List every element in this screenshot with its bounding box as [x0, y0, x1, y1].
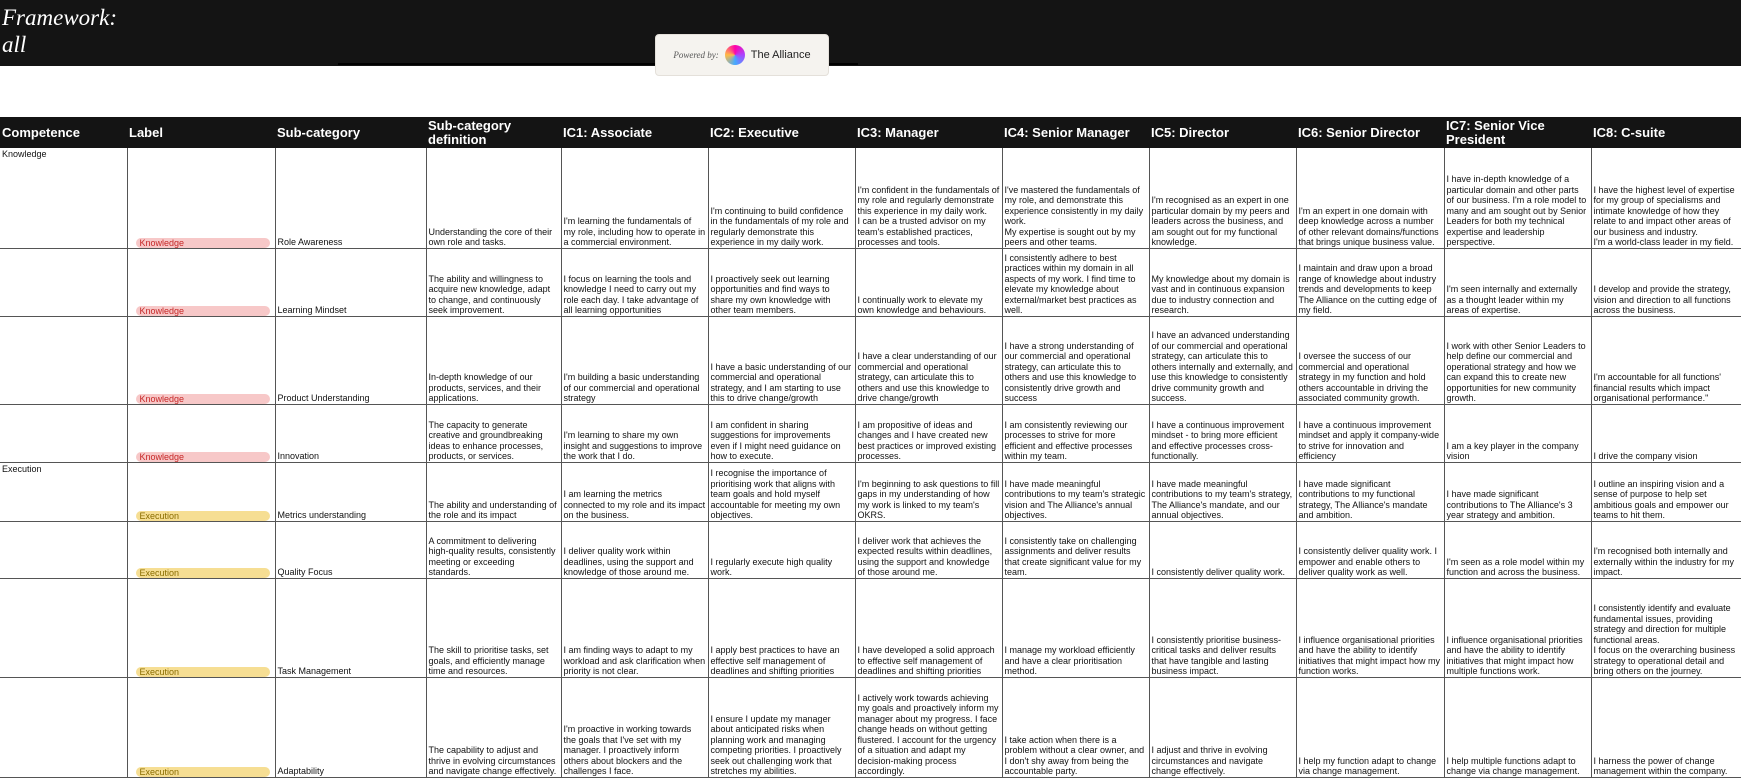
level-cell: I deliver work that achieves the expected results within deadlines, using the support and knowledge of those around me.: [855, 521, 1002, 578]
sub-category-cell: Adaptability: [275, 677, 426, 777]
level-cell: I have an advanced understanding of our commercial and operational strategy, can articulate this to others internally and externally, and use this knowledge to consistently drive community growth and success.: [1149, 316, 1296, 404]
column-header[interactable]: Label: [127, 117, 275, 148]
level-cell: I'm seen internally and externally as a thought leader within my areas of expertise.: [1444, 248, 1591, 316]
header-banner: [0, 0, 1741, 66]
column-header[interactable]: IC7: Senior Vice President: [1444, 117, 1591, 148]
sub-category-cell: Metrics understanding: [275, 462, 426, 521]
level-cell: I'm an expert in one domain with deep knowledge across a number of other relevant domains/functions that brings unique business value.: [1296, 148, 1444, 248]
level-cell: I am confident in sharing suggestions for improvements even if I might need guidance on how to execute.: [708, 404, 855, 462]
level-cell: I recognise the importance of prioritising work that aligns with team goals and hold myself accountable for meeting my own objectives.: [708, 462, 855, 521]
page-title: Framework: all: [2, 5, 117, 57]
column-header[interactable]: IC2: Executive: [708, 117, 855, 148]
alliance-logo-icon: [725, 45, 745, 65]
column-header[interactable]: IC5: Director: [1149, 117, 1296, 148]
level-cell: I'm seen as a role model within my function and across the business.: [1444, 521, 1591, 578]
label-tag[interactable]: Execution: [136, 568, 270, 578]
level-cell: I have a strong understanding of our commercial and operational strategy, can articulate this to others and use this knowledge to consistently drive growth and success: [1002, 316, 1149, 404]
level-cell: I am consistently reviewing our processes to strive for more efficient and effective processes within my team.: [1002, 404, 1149, 462]
label-tag[interactable]: Knowledge: [136, 394, 270, 404]
level-cell: I adjust and thrive in evolving circumstances and navigate change effectively.: [1149, 677, 1296, 777]
definition-cell: The ability and willingness to acquire new knowledge, adapt to change, and continuously seek improvement.: [426, 248, 561, 316]
level-cell: I have a basic understanding of our commercial and operational strategy, and I am starting to use this to drive change/growth: [708, 316, 855, 404]
competence-cell: Execution: [0, 462, 127, 521]
sub-category-cell: Task Management: [275, 578, 426, 677]
level-cell: I ensure I update my manager about anticipated risks when planning work and managing competing priorities. I proactively seek out challenging work that stretches my abilities.: [708, 677, 855, 777]
column-header[interactable]: Sub-category definition: [426, 117, 561, 148]
level-cell: I'm recognised as an expert in one particular domain by my peers and leaders across the business, and am sought out for my functional knowledge.: [1149, 148, 1296, 248]
level-cell: I manage my workload efficiently and have a clear prioritisation method.: [1002, 578, 1149, 677]
competence-cell: [0, 248, 127, 316]
level-cell: I continually work to elevate my own knowledge and behaviours.: [855, 248, 1002, 316]
level-cell: I help multiple functions adapt to change via change management.: [1444, 677, 1591, 777]
sub-category-cell: Role Awareness: [275, 148, 426, 248]
sub-category-cell: Innovation: [275, 404, 426, 462]
level-cell: I help my function adapt to change via change management.: [1296, 677, 1444, 777]
sub-category-cell: Learning Mindset: [275, 248, 426, 316]
level-cell: I've mastered the fundamentals of my role, and demonstrate this experience consistently in my daily work. My expertise is sought out by my peers and other teams.: [1002, 148, 1149, 248]
level-cell: I influence organisational priorities and have the ability to identify initiatives that might impact how my function works.: [1296, 578, 1444, 677]
definition-cell: The capability to adjust and thrive in evolving circumstances and navigate change effectively.: [426, 677, 561, 777]
competency-table: [0, 117, 1741, 778]
level-cell: I consistently prioritise business-critical tasks and deliver results that have tangible and lasting business impact.: [1149, 578, 1296, 677]
level-cell: I proactively seek out learning opportunities and find ways to share my own knowledge with other team members.: [708, 248, 855, 316]
level-cell: I have in-depth knowledge of a particular domain and other parts of our business. I'm a role model to many and am sought out by Senior Leaders for both my technical expertise and leadership perspective.: [1444, 148, 1591, 248]
level-cell: I apply best practices to have an effective self management of deadlines and shifting priorities: [708, 578, 855, 677]
definition-cell: The ability and understanding of the role and its impact: [426, 462, 561, 521]
level-cell: I have the highest level of expertise for my group of specialisms and intimate knowledge of how they relate to and impact other areas of our business and industry. I'm a world-class leader in my field.: [1591, 148, 1741, 248]
table-row: [0, 404, 1741, 462]
column-header[interactable]: IC3: Manager: [855, 117, 1002, 148]
level-cell: I am a key player in the company vision: [1444, 404, 1591, 462]
level-cell: I'm proactive in working towards the goals that I've set with my manager. I proactively inform others about blockers and the challenges I face.: [561, 677, 708, 777]
level-cell: I consistently deliver quality work. I empower and enable others to deliver quality work as well.: [1296, 521, 1444, 578]
table-header-row: [0, 117, 1741, 148]
sub-category-cell: Product Understanding: [275, 316, 426, 404]
level-cell: I focus on learning the tools and knowledge I need to carry out my role each day. I take advantage of all learning opportunities: [561, 248, 708, 316]
table-row: [0, 248, 1741, 316]
level-cell: I consistently deliver quality work.: [1149, 521, 1296, 578]
level-cell: My knowledge about my domain is vast and in continuous expansion due to industry connection and research.: [1149, 248, 1296, 316]
definition-cell: In-depth knowledge of our products, services, and their applications.: [426, 316, 561, 404]
level-cell: I regularly execute high quality work.: [708, 521, 855, 578]
label-cell: [127, 404, 275, 462]
level-cell: I'm learning the fundamentals of my role, including how to operate in a commercial environment.: [561, 148, 708, 248]
level-cell: I outline an inspiring vision and a sense of purpose to help set ambitious goals and empower our teams to hit them.: [1591, 462, 1741, 521]
table-row: [0, 148, 1741, 248]
level-cell: I'm accountable for all functions' financial results which impact organisational performance.": [1591, 316, 1741, 404]
label-cell: [127, 521, 275, 578]
sub-category-cell: Quality Focus: [275, 521, 426, 578]
level-cell: I work with other Senior Leaders to help define our commercial and operational strategy and how we can expand this to create new opportunities for new community growth.: [1444, 316, 1591, 404]
table-row: [0, 462, 1741, 521]
level-cell: I am propositive of ideas and changes and I have created new best practices or improved existing processes.: [855, 404, 1002, 462]
competence-cell: [0, 404, 127, 462]
level-cell: I have a continuous improvement mindset and apply it company-wide to strive for innovation and efficiency: [1296, 404, 1444, 462]
level-cell: I have developed a solid approach to effective self management of deadlines and shifting priorities: [855, 578, 1002, 677]
level-cell: I'm learning to share my own insight and suggestions to improve the work that I do.: [561, 404, 708, 462]
label-tag[interactable]: Knowledge: [136, 452, 270, 462]
level-cell: I consistently adhere to best practices within my domain in all aspects of my work. I find time to elevate my knowledge about external/market best practices as well.: [1002, 248, 1149, 316]
level-cell: I consistently identify and evaluate fundamental issues, providing strategy and direction for multiple functional areas. I focus on the overarching business strategy to operational detail and bring others on the journey.: [1591, 578, 1741, 677]
definition-cell: A commitment to delivering high-quality results, consistently meeting or exceeding standards.: [426, 521, 561, 578]
level-cell: I influence organisational priorities and have the ability to identify initiatives that might impact how multiple functions work.: [1444, 578, 1591, 677]
powered-by-brand: The Alliance: [750, 49, 811, 61]
level-cell: I have a continuous improvement mindset - to bring more efficient and effective processes cross-functionally.: [1149, 404, 1296, 462]
level-cell: I have made significant contributions to The Alliance's 3 year strategy and ambition.: [1444, 462, 1591, 521]
level-cell: I take action when there is a problem without a clear owner, and I don't shy away from being the accountable party.: [1002, 677, 1149, 777]
label-tag[interactable]: Knowledge: [136, 306, 270, 316]
definition-cell: The capacity to generate creative and groundbreaking ideas to enhance processes, products, or services.: [426, 404, 561, 462]
column-header[interactable]: Competence: [0, 117, 127, 148]
competence-cell: [0, 677, 127, 777]
label-tag[interactable]: Knowledge: [136, 238, 270, 248]
level-cell: I have made significant contributions to my functional strategy, The Alliance's mandate and ambition.: [1296, 462, 1444, 521]
level-cell: I am finding ways to adapt to my workload and ask clarification when priority is not clear.: [561, 578, 708, 677]
level-cell: I'm confident in the fundamentals of my role and regularly demonstrate this experience in my daily work. I can be a trusted advisor on my team's established practices, processes and tools.: [855, 148, 1002, 248]
column-header[interactable]: IC4: Senior Manager: [1002, 117, 1149, 148]
competence-cell: [0, 578, 127, 677]
competence-cell: [0, 521, 127, 578]
table-row: [0, 677, 1741, 777]
label-cell: [127, 316, 275, 404]
definition-cell: Understanding the core of their own role and tasks.: [426, 148, 561, 248]
label-cell: [127, 148, 275, 248]
label-cell: [127, 677, 275, 777]
competence-cell: [0, 316, 127, 404]
label-cell: [127, 462, 275, 521]
table-row: [0, 521, 1741, 578]
level-cell: I'm beginning to ask questions to fill gaps in my understanding of how my work is linked to my team's OKRS.: [855, 462, 1002, 521]
level-cell: I harness the power of change management within the company.: [1591, 677, 1741, 777]
label-tag[interactable]: Execution: [136, 667, 270, 677]
level-cell: I am learning the metrics connected to my role and its impact on the business.: [561, 462, 708, 521]
level-cell: I have a clear understanding of our commercial and operational strategy, can articulate this to others and use this knowledge to drive change/growth: [855, 316, 1002, 404]
level-cell: I have made meaningful contributions to my team's strategy, The Alliance's mandate, and our annual objectives.: [1149, 462, 1296, 521]
level-cell: I oversee the success of our commercial and operational strategy in my function and hold others accountable in driving the associated community growth.: [1296, 316, 1444, 404]
label-cell: [127, 248, 275, 316]
column-header[interactable]: Sub-category: [275, 117, 426, 148]
column-header[interactable]: IC6: Senior Director: [1296, 117, 1444, 148]
level-cell: I consistently take on challenging assignments and deliver results that create significant value for my team.: [1002, 521, 1149, 578]
powered-by-badge[interactable]: [655, 34, 829, 76]
level-cell: I develop and provide the strategy, vision and direction to all functions across the business.: [1591, 248, 1741, 316]
column-header[interactable]: IC8: C-suite: [1591, 117, 1741, 148]
level-cell: I drive the company vision: [1591, 404, 1741, 462]
competence-cell: Knowledge: [0, 148, 127, 248]
powered-by-label: Powered by:: [673, 50, 719, 60]
level-cell: I'm building a basic understanding of our commercial and operational strategy: [561, 316, 708, 404]
column-header[interactable]: IC1: Associate: [561, 117, 708, 148]
label-tag[interactable]: Execution: [136, 511, 270, 521]
level-cell: I actively work towards achieving my goals and proactively inform my manager about my progress. I face change heads on without getting flustered. I account for the urgency of a situation and adapt my decision-making process accordingly.: [855, 677, 1002, 777]
level-cell: I'm recognised both internally and externally within the industry for my impact.: [1591, 521, 1741, 578]
table-row: [0, 316, 1741, 404]
label-cell: [127, 578, 275, 677]
table-row: [0, 578, 1741, 677]
level-cell: I'm continuing to build confidence in the fundamentals of my role and regularly demonstrate this experience in my daily work.: [708, 148, 855, 248]
level-cell: I maintain and draw upon a broad range of knowledge about industry trends and developments to keep The Alliance on the cutting edge of my field.: [1296, 248, 1444, 316]
level-cell: I deliver quality work within deadlines, using the support and knowledge of those around me.: [561, 521, 708, 578]
definition-cell: The skill to prioritise tasks, set goals, and efficiently manage time and resources.: [426, 578, 561, 677]
level-cell: I have made meaningful contributions to my team's strategic vision and The Alliance's annual objectives.: [1002, 462, 1149, 521]
label-tag[interactable]: Execution: [136, 767, 270, 777]
